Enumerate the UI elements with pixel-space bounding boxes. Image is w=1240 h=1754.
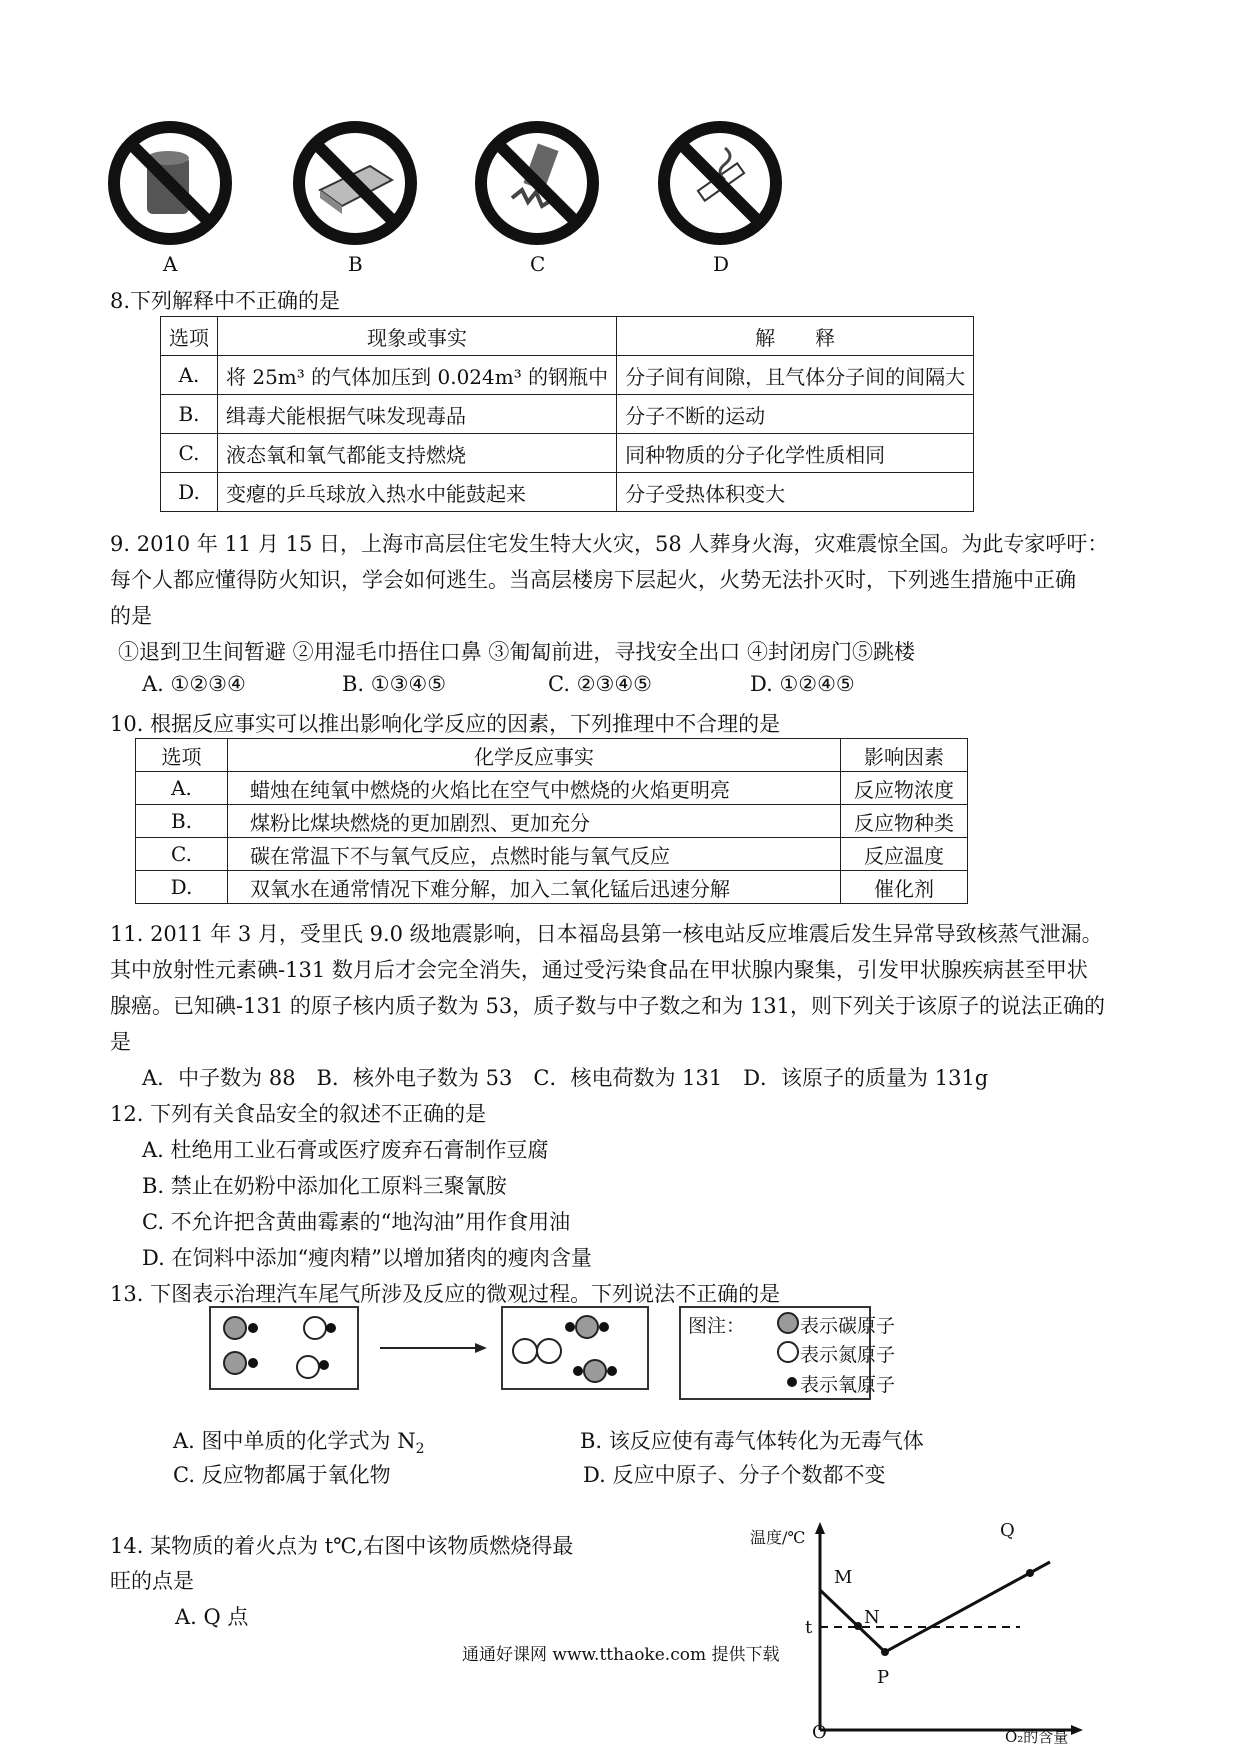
q11-line-4: 是 <box>110 1030 131 1054</box>
q9-line-3: 的是 <box>110 604 152 628</box>
no-oil-drum-sign <box>105 118 235 248</box>
carbon-atom <box>576 1316 598 1338</box>
table-cell: 催化剂 <box>841 871 968 904</box>
table-cell: B. <box>161 395 218 434</box>
nitrogen-atom <box>304 1317 326 1339</box>
legend-carbon-icon <box>778 1313 798 1333</box>
q8-table <box>160 316 974 512</box>
table-cell: 变瘪的乒乓球放入热水中能鼓起来 <box>218 473 617 512</box>
table-cell: 反应温度 <box>841 838 968 871</box>
table-cell: C. <box>136 838 228 871</box>
q9-items: ①退到卫生间暂避 ②用湿毛巾捂住口鼻 ③匍匐前进，寻找安全出口 ④封闭房门⑤跳楼 <box>118 640 916 664</box>
q13-option-d: D. 反应中原子、分子个数都不变 <box>583 1463 886 1487</box>
graph-label-q: Q <box>1000 1520 1015 1541</box>
q11-line-3: 腺癌。已知碘-131 的原子核内质子数为 53，质子数与中子数之和为 131，则下列关于该原子的说法正确的 <box>110 994 1106 1018</box>
point-n-marker <box>854 1622 862 1630</box>
q13-option-b: B. 该反应使有毒气体转化为无毒气体 <box>580 1429 924 1453</box>
q13-option-a <box>173 1425 425 1457</box>
table-cell: 反应物种类 <box>841 805 968 838</box>
table-row <box>161 473 974 512</box>
q13-option-c: C. 反应物都属于氧化物 <box>173 1463 391 1487</box>
sign-label-c: C <box>530 252 546 276</box>
q14-temperature-graph <box>735 1520 1095 1750</box>
q11-options: A．中子数为 88 B．核外电子数为 53 C．核电荷数为 131 D．该原子的质量为 131g <box>142 1066 989 1090</box>
nitrogen-atom <box>537 1339 561 1363</box>
q13-stem: 13. 下图表示治理汽车尾气所涉及反应的微观过程。下列说法不正确的是 <box>110 1282 781 1306</box>
table-header: 影响因素 <box>841 739 968 772</box>
table-cell: C. <box>161 434 218 473</box>
oxygen-atom <box>326 1323 336 1333</box>
sign-label-a: A <box>163 252 178 276</box>
graph-x-label: O₂的含量 <box>1005 1728 1069 1746</box>
graph-label-n: N <box>864 1607 880 1628</box>
table-row <box>161 395 974 434</box>
table-cell: 双氧水在通常情况下难分解，加入二氧化锰后迅速分解 <box>228 871 841 904</box>
legend-title: 图注： <box>688 1315 746 1337</box>
table-cell: D. <box>136 871 228 904</box>
table-cell: 煤粉比煤块燃烧的更加剧烈、更加充分 <box>228 805 841 838</box>
table-cell: 蜡烛在纯氧中燃烧的火焰比在空气中燃烧的火焰更明亮 <box>228 772 841 805</box>
q8-stem: 8.下列解释中不正确的是 <box>110 289 341 313</box>
q13-option-a-subscript: 2 <box>415 1441 425 1458</box>
table-header: 选项 <box>136 739 228 772</box>
table-cell: 缉毒犬能根据气味发现毒品 <box>218 395 617 434</box>
table-cell: 液态氧和氧气都能支持燃烧 <box>218 434 617 473</box>
q14-option-a: A. Q 点 <box>175 1605 249 1629</box>
graph-label-m: M <box>834 1567 853 1588</box>
nitrogen-atom <box>297 1356 319 1378</box>
oxygen-atom <box>573 1366 583 1376</box>
table-cell: A. <box>161 356 218 395</box>
no-matches-sign <box>290 118 420 248</box>
q12-option-a: A. 杜绝用工业石膏或医疗废弃石膏制作豆腐 <box>142 1138 549 1162</box>
table-cell: 将 25m³ 的气体加压到 0.024m³ 的钢瓶中 <box>218 356 617 395</box>
table-row <box>161 356 974 395</box>
q12-stem: 12. 下列有关食品安全的叙述不正确的是 <box>110 1102 487 1126</box>
table-cell: A. <box>136 772 228 805</box>
legend-carbon-label: 表示碳原子 <box>800 1315 896 1337</box>
table-header: 现象或事实 <box>218 317 617 356</box>
graph-label-t: t <box>805 1617 813 1638</box>
table-row <box>136 838 968 871</box>
q9-option-b: B. ①③④⑤ <box>342 672 447 696</box>
table-cell: B. <box>136 805 228 838</box>
q11-line-1: 11. 2011 年 3 月，受里氏 9.0 级地震影响，日本福岛县第一核电站反应堆震后发生异常导致核蒸气泄漏。 <box>110 922 1103 946</box>
point-p-marker <box>881 1648 889 1656</box>
table-row <box>161 434 974 473</box>
no-smoking-sign <box>655 118 785 248</box>
no-fireworks-sign <box>472 118 602 248</box>
legend-oxygen-label: 表示氧原子 <box>800 1374 896 1396</box>
carbon-atom <box>224 1317 246 1339</box>
sign-label-d: D <box>713 252 730 276</box>
q10-stem: 10. 根据反应事实可以推出影响化学反应的因素，下列推理中不合理的是 <box>110 712 781 736</box>
oxygen-atom <box>248 1358 258 1368</box>
graph-y-label: 温度/℃ <box>750 1528 806 1547</box>
q9-option-c: C. ②③④⑤ <box>548 672 652 696</box>
q9-line-1: 9. 2010 年 11 月 15 日，上海市高层住宅发生特大火灾，58 人葬身火海，灾难震惊全国。为此专家呼吁： <box>110 532 1109 556</box>
q11-line-2: 其中放射性元素碘-131 数月后才会完全消失，通过受污染食品在甲状腺内聚集，引发甲状腺疾病甚至甲状 <box>110 958 1088 982</box>
table-cell: 同种物质的分子化学性质相同 <box>617 434 974 473</box>
temperature-curve <box>820 1562 1050 1652</box>
table-header: 选项 <box>161 317 218 356</box>
table-header-row <box>161 317 974 356</box>
oxygen-atom <box>607 1366 617 1376</box>
legend-nitrogen-icon <box>778 1342 798 1362</box>
table-header: 解 释 <box>617 317 974 356</box>
table-row <box>136 805 968 838</box>
q14-line-1: 14. 某物质的着火点为 t℃,右图中该物质燃烧得最 <box>110 1534 574 1558</box>
table-row <box>136 772 968 805</box>
graph-label-p: P <box>877 1667 890 1688</box>
q9-line-2: 每个人都应懂得防火知识，学会如何逃生。当高层楼房下层起火，火势无法扑灭时，下列逃生措施中正确 <box>110 568 1076 592</box>
carbon-atom <box>584 1360 606 1382</box>
graph-label-o: O <box>812 1722 827 1743</box>
carbon-atom <box>224 1352 246 1374</box>
q12-option-d: D. 在饲料中添加“瘦肉精”以增加猪肉的瘦肉含量 <box>142 1246 592 1270</box>
point-q-marker <box>1026 1569 1034 1577</box>
oxygen-atom <box>248 1323 258 1333</box>
q9-option-a: A. ①②③④ <box>142 672 246 696</box>
q12-option-b: B. 禁止在奶粉中添加化工原料三聚氰胺 <box>142 1174 507 1198</box>
q14-line-2: 旺的点是 <box>110 1569 194 1593</box>
legend-nitrogen-label: 表示氮原子 <box>800 1344 896 1366</box>
q12-option-c: C. 不允许把含黄曲霉素的“地沟油”用作食用油 <box>142 1210 571 1234</box>
oxygen-atom <box>599 1322 609 1332</box>
table-cell: 分子间有间隙，且气体分子间的间隔大 <box>617 356 974 395</box>
table-cell: D. <box>161 473 218 512</box>
table-cell: 碳在常温下不与氧气反应，点燃时能与氧气反应 <box>228 838 841 871</box>
table-cell: 分子不断的运动 <box>617 395 974 434</box>
table-row <box>136 871 968 904</box>
sign-label-b: B <box>348 252 363 276</box>
legend-oxygen-icon <box>787 1377 797 1387</box>
table-header: 化学反应事实 <box>228 739 841 772</box>
table-cell: 分子受热体积变大 <box>617 473 974 512</box>
footer-watermark: 通通好课网 www.tthaoke.com 提供下载 <box>462 1645 780 1665</box>
oxygen-atom <box>565 1322 575 1332</box>
q9-option-d: D. ①②④⑤ <box>750 672 855 696</box>
nitrogen-atom <box>513 1339 537 1363</box>
oxygen-atom <box>319 1360 329 1370</box>
q13-option-a-text: A. 图中单质的化学式为 N <box>173 1429 416 1453</box>
table-cell: 反应物浓度 <box>841 772 968 805</box>
table-header-row <box>136 739 968 772</box>
q10-table <box>135 738 968 904</box>
